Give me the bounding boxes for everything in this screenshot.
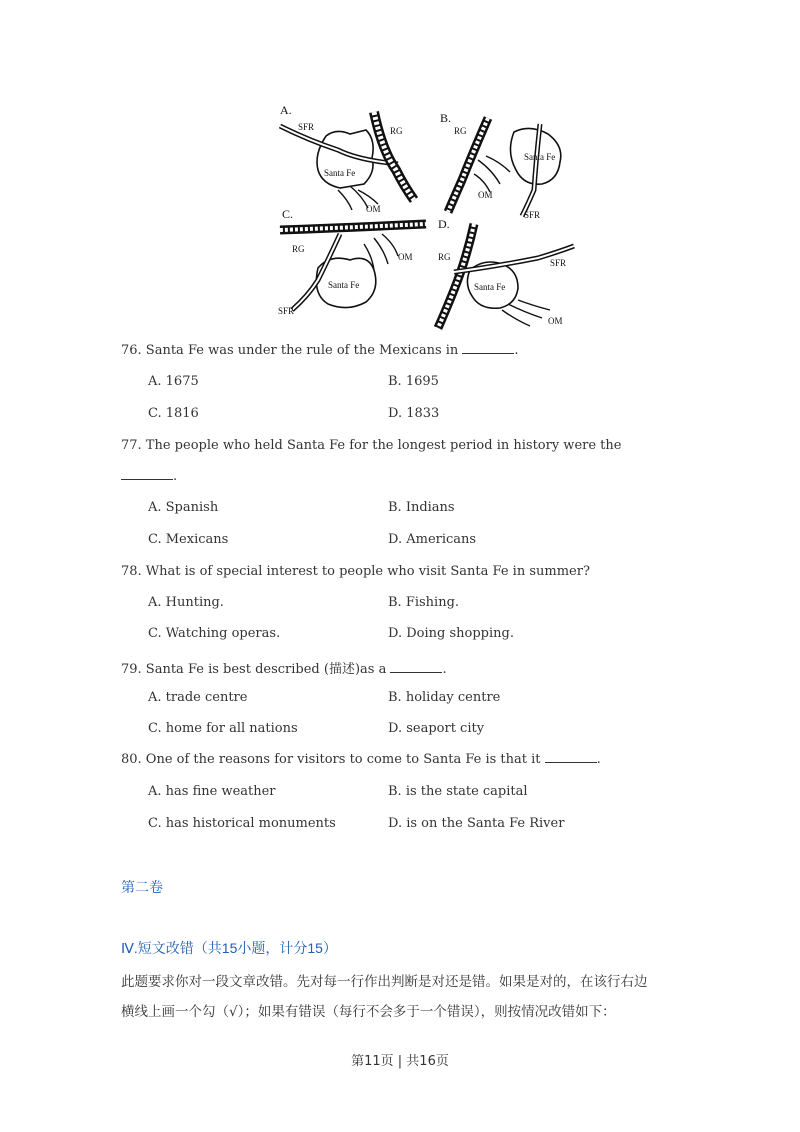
label-rg-c: RG xyxy=(292,244,305,254)
option-76-d[interactable]: D. 1833 xyxy=(388,406,440,421)
label-sfr-a: SFR xyxy=(298,122,315,132)
answer-blank xyxy=(462,343,514,354)
question-80 xyxy=(121,752,601,767)
panel-label-b: B. xyxy=(440,111,452,125)
question-77-continuation xyxy=(121,469,177,484)
label-om-d: OM xyxy=(548,316,563,326)
question-stem-end: . xyxy=(173,469,178,484)
option-80-c[interactable]: C. has historical monuments xyxy=(148,816,336,831)
question-stem: 76. Santa Fe was under the rule of the Mexicans in xyxy=(121,343,463,358)
label-sfr-d: SFR xyxy=(550,258,567,268)
map-panel-a xyxy=(280,103,414,214)
option-79-b[interactable]: B. holiday centre xyxy=(388,690,501,705)
section-2-title: 第二卷 xyxy=(121,879,163,895)
map-panel-d xyxy=(438,217,574,328)
question-76 xyxy=(121,343,519,358)
question-stem: 80. One of the reasons for visitors to come to Santa Fe is that it xyxy=(121,752,545,767)
option-77-a[interactable]: A. Spanish xyxy=(148,500,219,515)
label-santa-fe-a: Santa Fe xyxy=(324,168,356,178)
panel-label-a: A. xyxy=(280,103,292,117)
label-sfr-b: SFR xyxy=(524,210,541,220)
question-78: 78. What is of special interest to people who visit Santa Fe in summer? xyxy=(121,564,590,579)
option-80-a[interactable]: A. has fine weather xyxy=(148,784,276,799)
answer-blank xyxy=(121,469,173,480)
question-77: 77. The people who held Santa Fe for the longest period in history were the xyxy=(121,438,622,453)
option-79-d[interactable]: D. seaport city xyxy=(388,721,485,736)
option-77-c[interactable]: C. Mexicans xyxy=(148,532,229,547)
label-sfr-c: SFR xyxy=(278,306,295,316)
option-78-c[interactable]: C. Watching operas. xyxy=(148,626,281,641)
option-76-b[interactable]: B. 1695 xyxy=(388,374,439,389)
option-76-c[interactable]: C. 1816 xyxy=(148,406,199,421)
map-panel-b xyxy=(440,111,561,220)
label-rg-d: RG xyxy=(438,252,451,262)
label-santa-fe-b: Santa Fe xyxy=(524,152,556,162)
instructions-line-1: 此题要求你对一段文章改错。先对每一行作出判断是对还是错。如果是对的，在该行右边 xyxy=(121,974,648,990)
label-rg-a: RG xyxy=(390,126,403,136)
santa-fe-map-figure xyxy=(278,100,578,332)
page-footer: 第11页 | 共16页 xyxy=(351,1054,449,1069)
question-stem-end: . xyxy=(514,343,519,358)
option-80-d[interactable]: D. is on the Santa Fe River xyxy=(388,816,565,831)
option-78-a[interactable]: A. Hunting. xyxy=(148,595,224,610)
label-om-c: OM xyxy=(398,252,413,262)
option-78-b[interactable]: B. Fishing. xyxy=(388,595,460,610)
option-78-d[interactable]: D. Doing shopping. xyxy=(388,626,514,641)
option-80-b[interactable]: B. is the state capital xyxy=(388,784,528,799)
question-stem: 79. Santa Fe is best described (描述)as a xyxy=(121,662,391,677)
option-77-d[interactable]: D. Americans xyxy=(388,532,477,547)
section-heading: Ⅳ.短文改错（共15小题，计分15） xyxy=(121,940,337,956)
label-santa-fe-c: Santa Fe xyxy=(328,280,360,290)
question-79 xyxy=(121,658,447,677)
instructions-line-2: 横线上画一个勾（√）；如果有错误（每行不会多于一个错误），则按情况改错如下： xyxy=(121,1004,616,1020)
question-stem-end: . xyxy=(442,662,447,677)
label-rg-b: RG xyxy=(454,126,467,136)
option-79-a[interactable]: A. trade centre xyxy=(148,690,248,705)
label-om-b: OM xyxy=(478,190,493,200)
option-79-c[interactable]: C. home for all nations xyxy=(148,721,298,736)
option-77-b[interactable]: B. Indians xyxy=(388,500,455,515)
label-om-a: OM xyxy=(366,204,381,214)
answer-blank xyxy=(390,662,442,673)
question-stem-end: . xyxy=(596,752,601,767)
map-panel-c xyxy=(278,207,426,316)
panel-label-d: D. xyxy=(438,217,450,231)
answer-blank xyxy=(545,752,597,763)
label-santa-fe-d: Santa Fe xyxy=(474,282,506,292)
option-76-a[interactable]: A. 1675 xyxy=(148,374,199,389)
panel-label-c: C. xyxy=(282,207,294,221)
